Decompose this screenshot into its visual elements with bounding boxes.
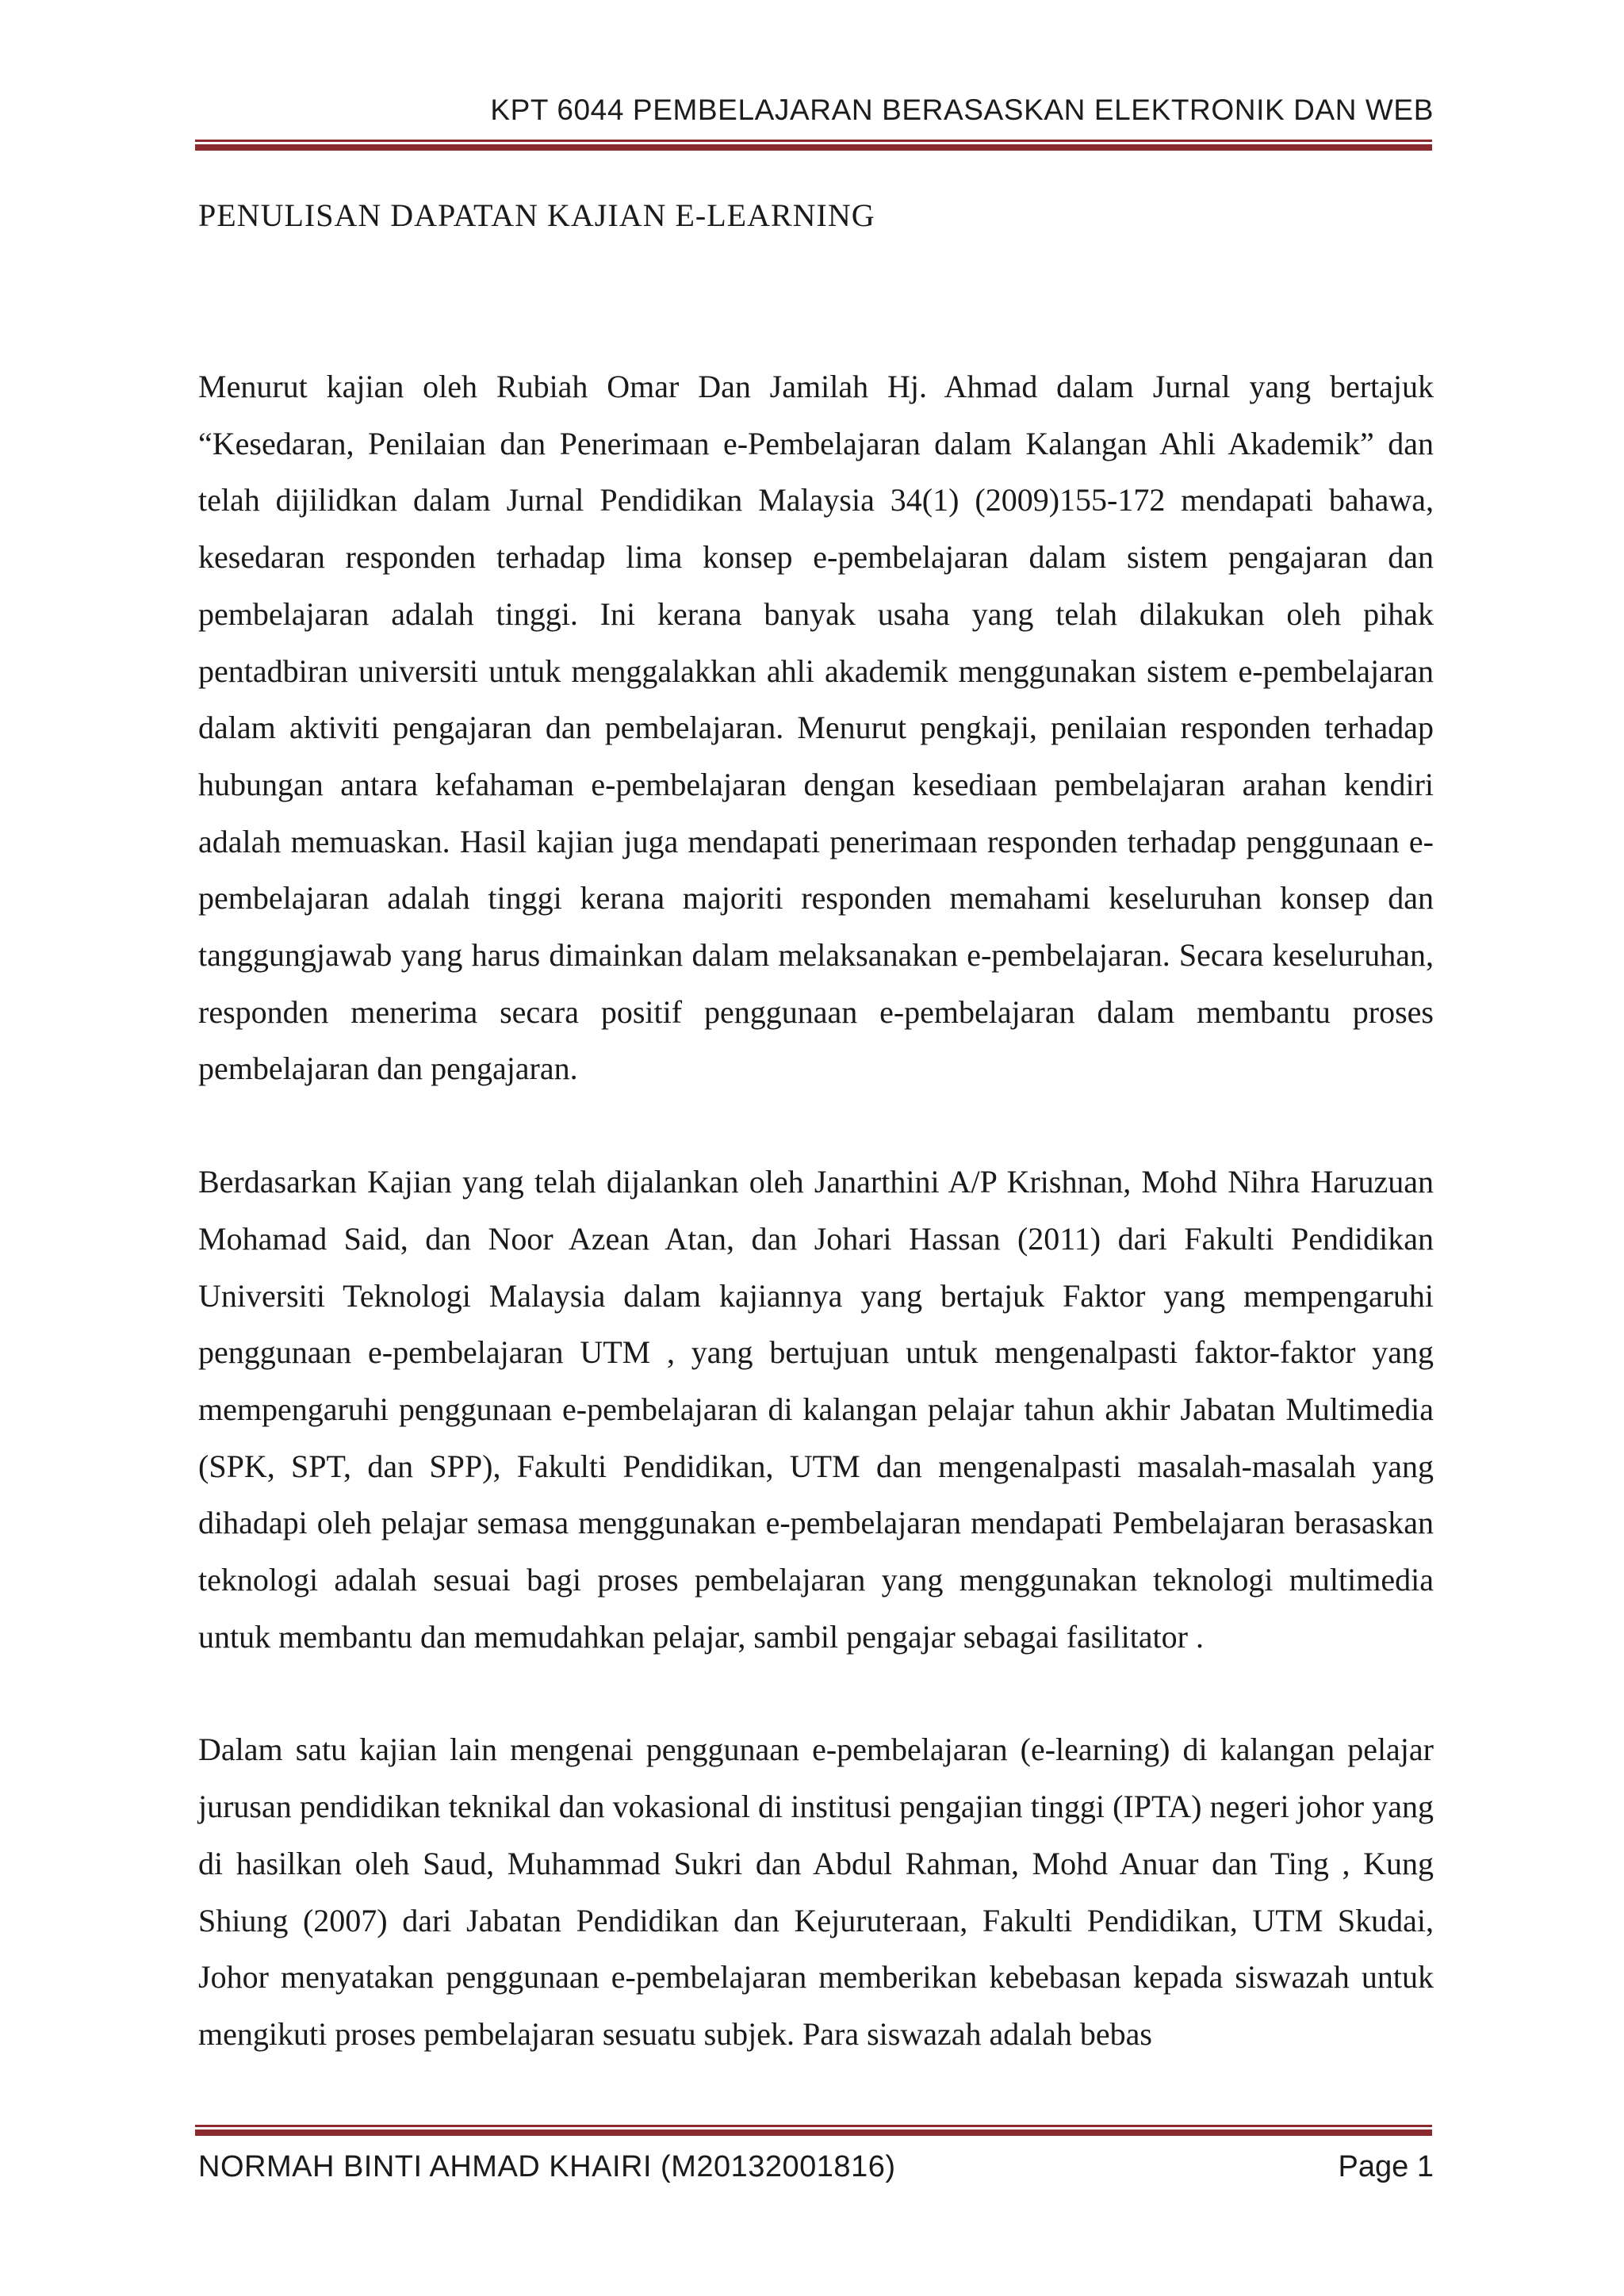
footer-rule-thin-line — [195, 2125, 1432, 2127]
paragraph-1: Menurut kajian oleh Rubiah Omar Dan Jamilah Hj. Ahmad dalam Jurnal yang bertajuk “Kesedaran, Penilaian dan Penerimaan e-Pembelajaran dalam Kalangan Ahli Akademik” dan telah dijilidkan dalam Jurnal Pendidikan Malaysia 34(1) (2009)155-172 mendapati bahawa, kesedaran responden terhadap lima konsep e-pembelajaran dalam sistem pengajaran dan pembelajaran adalah tinggi. Ini kerana banyak usaha yang telah dilakukan oleh pihak pentadbiran universiti untuk menggalakkan ahli akademik menggunakan sistem e-pembelajaran dalam aktiviti pengajaran dan pembelajaran. Menurut pengkaji, penilaian responden terhadap hubungan antara kefahaman e-pembelajaran dengan kesediaan pembelajaran arahan kendiri adalah memuaskan. Hasil kajian juga mendapati penerimaan responden terhadap penggunaan e-pembelajaran adalah tinggi kerana majoriti responden memahami keseluruhan konsep dan tanggungjawab yang harus dimainkan dalam melaksanakan e-pembelajaran. Secara keseluruhan, responden menerima secara positif penggunaan e-pembelajaran dalam membantu proses pembelajaran dan pengajaran. — [198, 369, 1434, 1087]
header-rule-thick-line — [195, 144, 1432, 151]
footer-rule — [195, 2125, 1432, 2136]
paragraph-3: Dalam satu kajian lain mengenai penggunaan e-pembelajaran (e-learning) di kalangan pelajar jurusan pendidikan teknikal dan vokasional di institusi pengajian tinggi (IPTA) negeri johor yang di hasilkan oleh Saud, Muhammad Sukri dan Abdul Rahman, Mohd Anuar dan Ting , Kung Shiung (2007) dari Jabatan Pendidikan dan Kejuruteraan, Fakulti Pendidikan, UTM Skudai, Johor menyatakan penggunaan e-pembelajaran memberikan kebebasan kepada siswazah untuk mengikuti proses pembelajaran sesuatu subjek. Para siswazah adalah bebas — [198, 1732, 1434, 2052]
paragraph-2: Berdasarkan Kajian yang telah dijalankan oleh Janarthini A/P Krishnan, Mohd Nihra Haruzuan Mohamad Said, dan Noor Azean Atan, dan Johari Hassan (2011) dari Fakulti Pendidikan Universiti Teknologi Malaysia dalam kajiannya yang bertajuk Faktor yang mempengaruhi penggunaan e-pembelajaran UTM , yang bertujuan untuk mengenalpasti faktor-faktor yang mempengaruhi penggunaan e-pembelajaran di kalangan pelajar tahun akhir Jabatan Multimedia (SPK, SPT, dan SPP), Fakulti Pendidikan, UTM dan mengenalpasti masalah-masalah yang dihadapi oleh pelajar semasa menggunakan e-pembelajaran mendapati Pembelajaran berasaskan teknologi adalah sesuai bagi proses pembelajaran yang menggunakan teknologi multimedia untuk membantu dan memudahkan pelajar, sambil pengajar sebagai fasilitator . — [198, 1164, 1434, 1655]
footer-rule-thick-line — [195, 2130, 1432, 2136]
page-number: Page 1 — [1338, 2150, 1434, 2183]
document-title: PENULISAN DAPATAN KAJIAN E-LEARNING — [198, 197, 875, 233]
header-rule — [195, 140, 1432, 151]
header-rule-thin-line — [195, 140, 1432, 142]
footer-author: NORMAH BINTI AHMAD KHAIRI (M20132001816) — [198, 2150, 896, 2183]
running-header: KPT 6044 PEMBELAJARAN BERASASKAN ELEKTRONIK DAN WEB — [490, 94, 1434, 126]
document-body — [198, 358, 1434, 2063]
